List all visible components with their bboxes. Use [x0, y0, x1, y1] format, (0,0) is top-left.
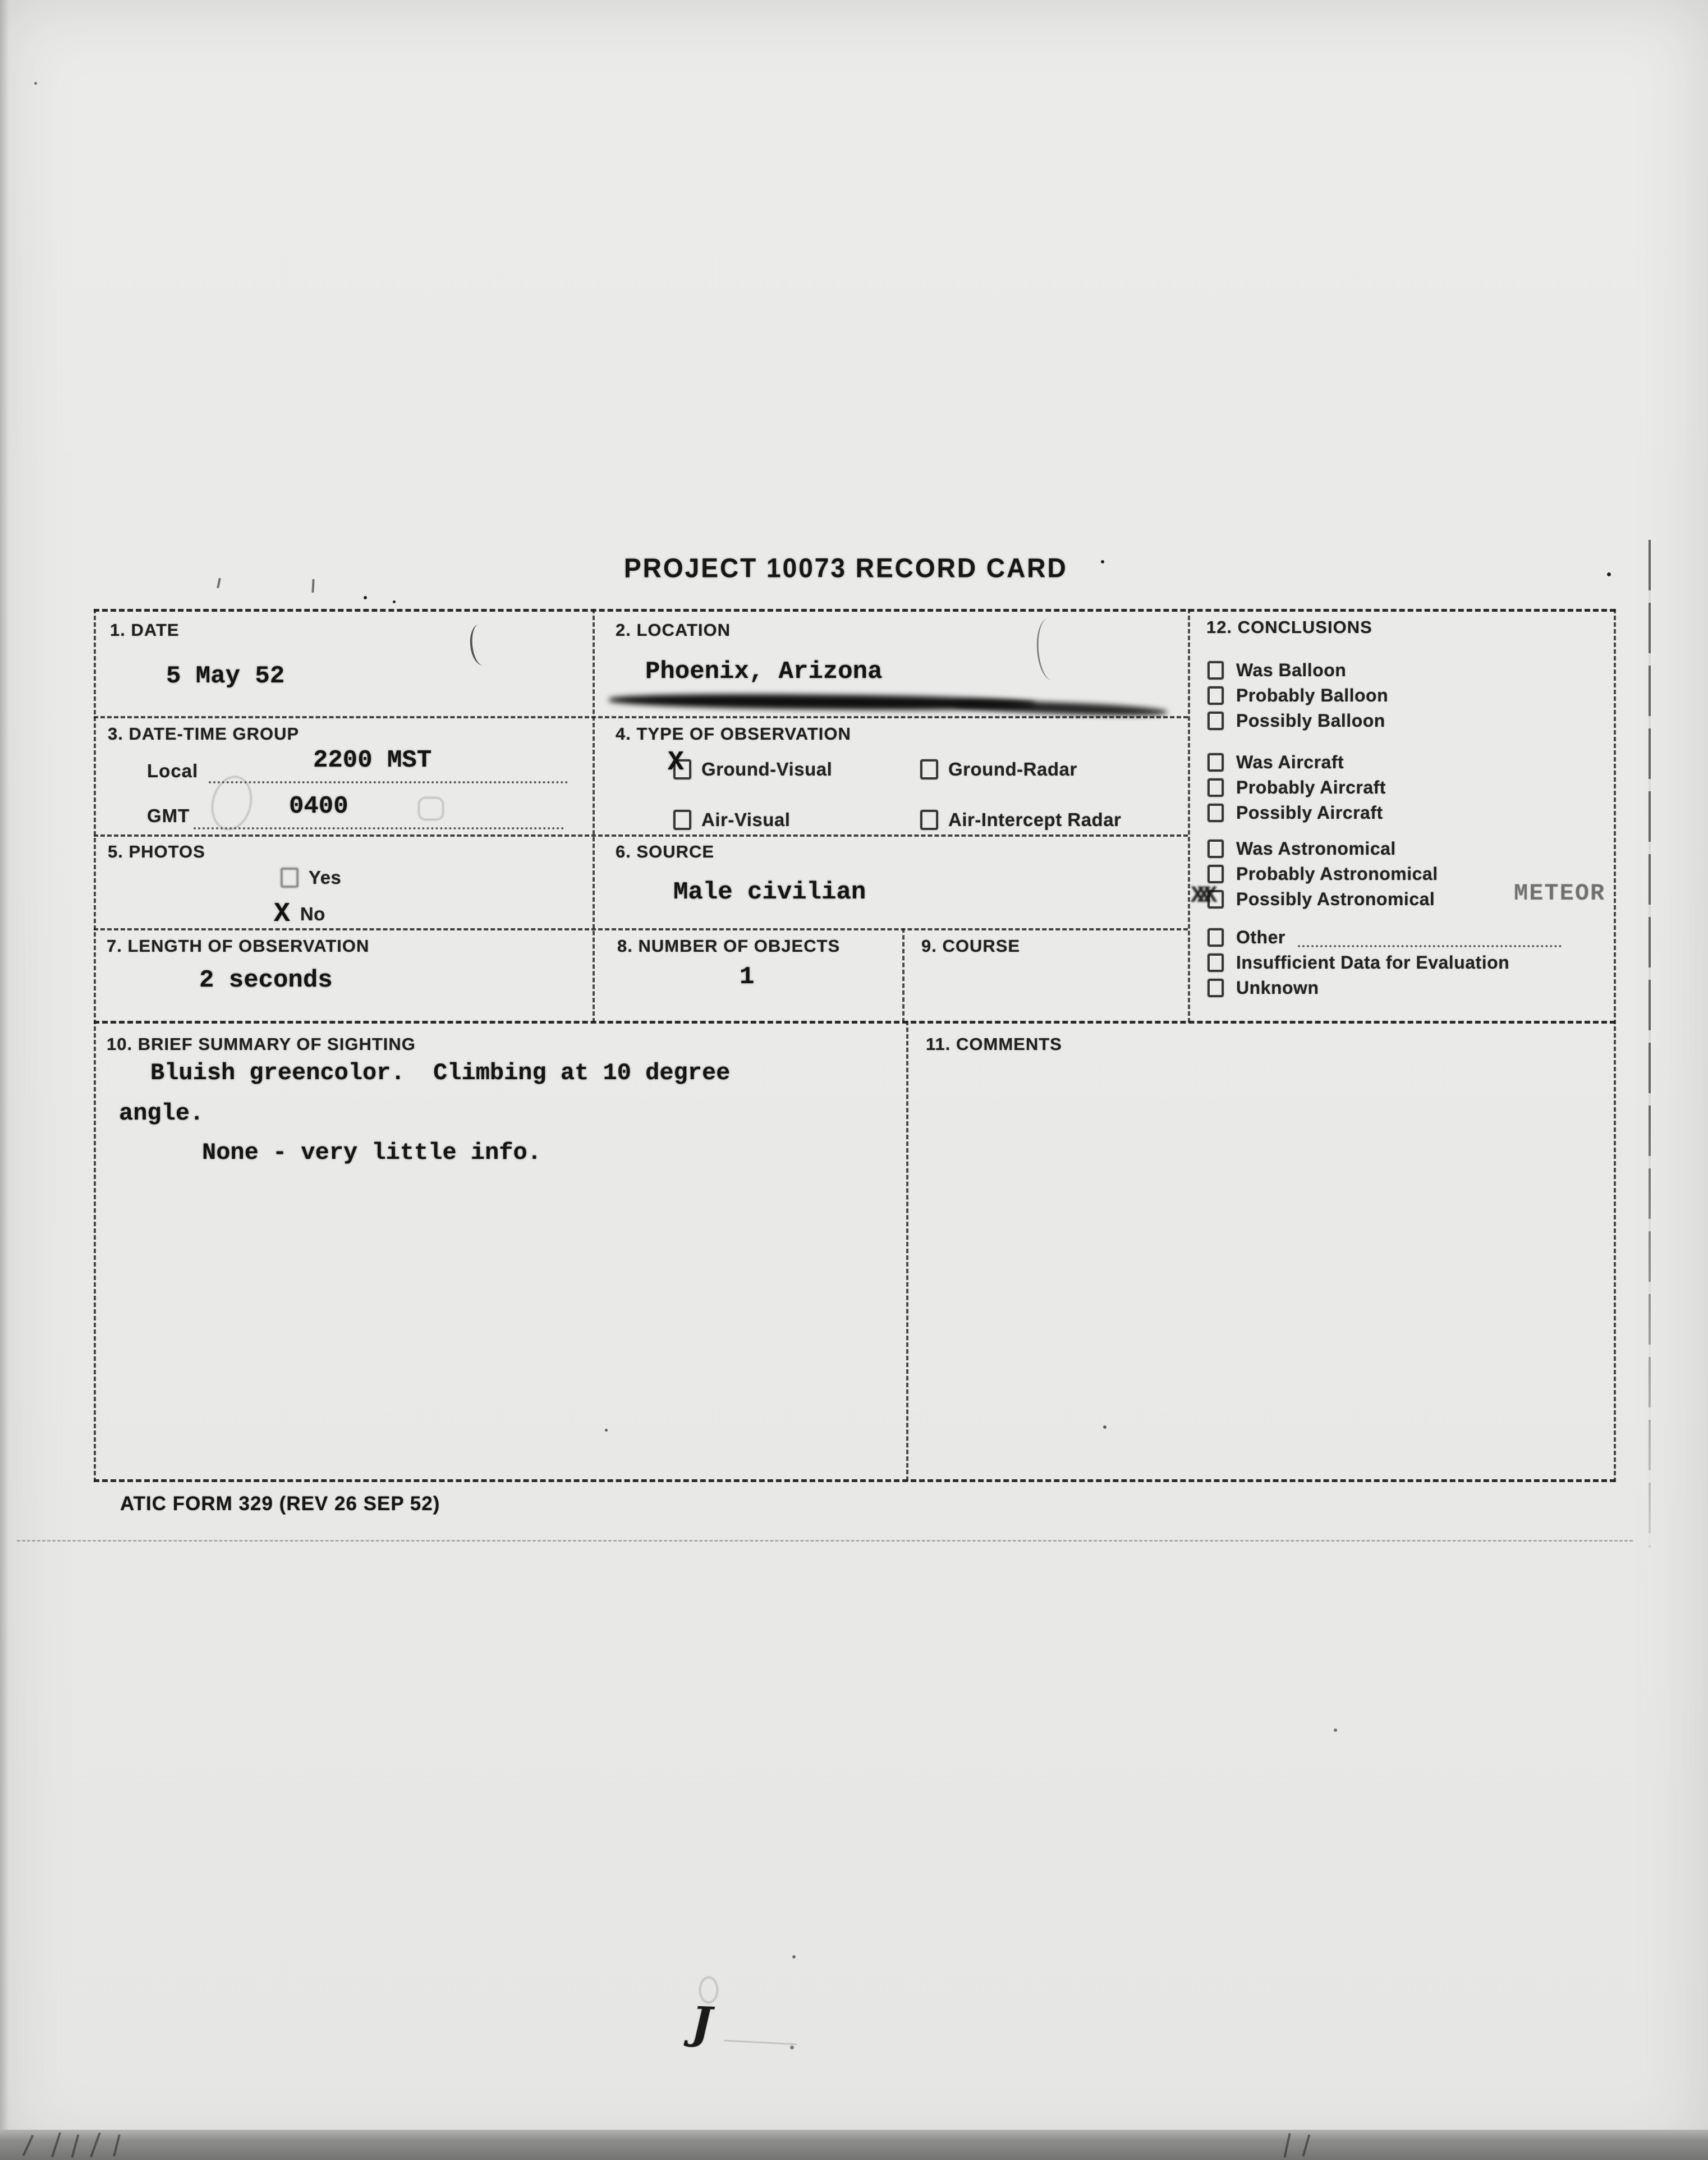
date-value: 5 May 52	[166, 662, 285, 690]
form-number: ATIC FORM 329 (REV 26 SEP 52)	[120, 1493, 440, 1515]
gmt-label: GMT	[147, 805, 190, 826]
number-of-objects-value: 1	[740, 963, 755, 991]
column-divider-2	[1188, 609, 1190, 1022]
form-border-right	[1614, 609, 1616, 1482]
source-label: 6. SOURCE	[616, 842, 715, 861]
handwritten-letter: J	[690, 1997, 713, 2049]
checkbox-probably-aircraft	[1207, 778, 1224, 797]
conclusion-item	[1207, 750, 1386, 775]
conclusion-label: Possibly Aircraft	[1236, 802, 1383, 823]
conclusions-aircraft-group	[1207, 750, 1386, 826]
checkbox-possibly-astronomical	[1207, 890, 1224, 909]
option-label: Ground-Visual	[701, 759, 833, 779]
band-slash	[113, 2134, 121, 2157]
option-ground-visual	[668, 747, 833, 780]
summary-line-1: Bluish greencolor. Climbing at 10 degree	[150, 1060, 731, 1086]
option-label: Ground-Radar	[948, 759, 1077, 779]
page-edge-dash	[17, 1540, 1633, 1542]
scan-edge-shadow	[0, 0, 9, 2160]
pencil-loop	[699, 1976, 718, 2003]
x-mark-ground-visual: X	[668, 747, 684, 778]
brief-summary-label: 10. BRIEF SUMMARY OF SIGHTING	[107, 1034, 416, 1054]
option-ground-radar	[920, 759, 1077, 780]
pencil-tick	[217, 578, 221, 588]
conclusion-label: Was Astronomical	[1236, 838, 1396, 859]
local-label: Local	[147, 760, 199, 781]
source-value: Male civilian	[673, 878, 866, 906]
scribble-mark: XXX	[1191, 882, 1210, 909]
form-border-left	[94, 609, 96, 1482]
conclusion-label: Was Aircraft	[1236, 752, 1344, 772]
band-slash	[90, 2133, 100, 2158]
band-slash	[51, 2133, 61, 2158]
ink-speck	[393, 600, 396, 603]
ink-speck	[34, 82, 37, 85]
stray-paren-mark-2	[1035, 617, 1066, 681]
column-divider-summary-comments	[906, 1021, 908, 1481]
comments-label: 11. COMMENTS	[926, 1034, 1062, 1054]
row-divider-4	[94, 1021, 1615, 1024]
ink-speck	[790, 2046, 794, 2049]
form-border-top	[94, 609, 1615, 612]
page-title: PROJECT 10073 RECORD CARD	[624, 552, 1068, 584]
date-label: 1. DATE	[110, 620, 180, 640]
option-label: No	[300, 904, 325, 924]
option-label: Air-Intercept Radar	[948, 809, 1122, 830]
conclusion-label: Probably Astronomical	[1236, 864, 1438, 884]
conclusion-label: Other	[1236, 927, 1285, 947]
checkbox-photos-yes	[281, 868, 299, 888]
column-divider-objects-course	[902, 928, 904, 1022]
checkbox-probably-astronomical	[1207, 865, 1224, 883]
scan-bottom-band	[0, 2130, 1708, 2160]
column-divider-1	[593, 609, 595, 1022]
stray-paren-mark	[468, 623, 495, 667]
checkbox-unknown	[1207, 979, 1224, 997]
conclusions-balloon-group	[1207, 658, 1388, 733]
conclusion-item	[1207, 658, 1388, 683]
pencil-tick	[311, 579, 314, 593]
meteor-stamp: METEOR	[1514, 880, 1606, 907]
option-photos-no	[274, 899, 325, 929]
ink-speck	[605, 1429, 608, 1432]
pencil-blob	[418, 797, 444, 820]
conclusion-item	[1191, 882, 1438, 912]
option-photos-yes	[281, 867, 341, 888]
form-border-bottom	[94, 1479, 1615, 1482]
conclusion-item	[1207, 800, 1386, 826]
conclusions-label: 12. CONCLUSIONS	[1206, 617, 1372, 637]
conclusion-item	[1207, 925, 1562, 950]
length-of-observation-label: 7. LENGTH OF OBSERVATION	[107, 936, 370, 956]
option-air-visual	[673, 809, 790, 831]
number-of-objects-label: 8. NUMBER OF OBJECTS	[617, 936, 841, 956]
page-crease-line	[1649, 540, 1651, 1547]
row-divider-1	[94, 716, 1188, 718]
option-label: Yes	[309, 867, 342, 888]
pencil-line	[724, 2040, 797, 2046]
checkbox-was-aircraft	[1207, 753, 1224, 772]
x-mark-photos-no: X	[274, 899, 290, 929]
ink-speck	[1334, 1728, 1337, 1732]
conclusion-label: Probably Balloon	[1236, 685, 1389, 705]
conclusion-item	[1207, 861, 1438, 887]
local-value: 2200 MST	[313, 746, 432, 774]
course-label: 9. COURSE	[921, 936, 1021, 956]
conclusion-item	[1207, 975, 1562, 1001]
conclusion-label: Insufficient Data for Evaluation	[1236, 952, 1510, 973]
band-slash	[22, 2135, 34, 2156]
checkbox-ground-radar	[920, 759, 938, 779]
checkbox-insufficient-data	[1207, 953, 1224, 972]
ink-speck	[1101, 560, 1104, 563]
checkbox-other	[1207, 928, 1224, 947]
conclusion-label: Possibly Astronomical	[1236, 889, 1435, 909]
gmt-value: 0400	[289, 792, 348, 820]
type-of-observation-label: 4. TYPE OF OBSERVATION	[616, 724, 851, 744]
row-divider-2	[94, 834, 1188, 837]
checkbox-possibly-aircraft	[1207, 804, 1224, 822]
checkbox-possibly-balloon	[1207, 712, 1224, 730]
conclusion-item	[1207, 708, 1388, 733]
option-label: Air-Visual	[701, 809, 791, 830]
conclusions-astronomical-group	[1191, 836, 1438, 912]
conclusion-label: Was Balloon	[1236, 660, 1347, 680]
location-label: 2. LOCATION	[616, 620, 731, 640]
photos-label: 5. PHOTOS	[108, 842, 205, 861]
row-divider-3	[94, 928, 1188, 930]
conclusions-other-group	[1207, 925, 1562, 1001]
checkbox-was-astronomical	[1207, 840, 1224, 858]
ink-smudge-tail	[954, 699, 1167, 718]
conclusion-label: Probably Aircraft	[1236, 777, 1386, 797]
ink-speck	[364, 596, 367, 599]
checkbox-was-balloon	[1207, 661, 1224, 680]
conclusion-item	[1207, 683, 1388, 708]
conclusion-label: Possibly Balloon	[1236, 710, 1385, 731]
ink-speck	[1103, 1425, 1106, 1429]
conclusion-item	[1207, 775, 1386, 800]
conclusion-item	[1207, 950, 1562, 975]
conclusion-item	[1207, 836, 1438, 861]
ink-speck	[1607, 572, 1611, 576]
summary-line-3: None - very little info.	[202, 1139, 541, 1166]
option-air-intercept-radar	[920, 809, 1121, 831]
date-time-group-label: 3. DATE-TIME GROUP	[108, 724, 300, 744]
band-slash	[1283, 2133, 1291, 2158]
location-value: Phoenix, Arizona	[645, 658, 883, 686]
band-slash	[1302, 2134, 1311, 2157]
length-of-observation-value: 2 seconds	[199, 966, 333, 994]
ink-speck	[792, 1955, 796, 1959]
checkbox-air-intercept-radar	[920, 810, 938, 830]
checkbox-air-visual	[673, 810, 691, 830]
checkbox-probably-balloon	[1207, 686, 1224, 705]
other-underline	[1298, 928, 1562, 947]
conclusion-label: Unknown	[1236, 978, 1319, 998]
band-slash	[71, 2134, 80, 2158]
summary-line-2: angle.	[119, 1100, 204, 1127]
